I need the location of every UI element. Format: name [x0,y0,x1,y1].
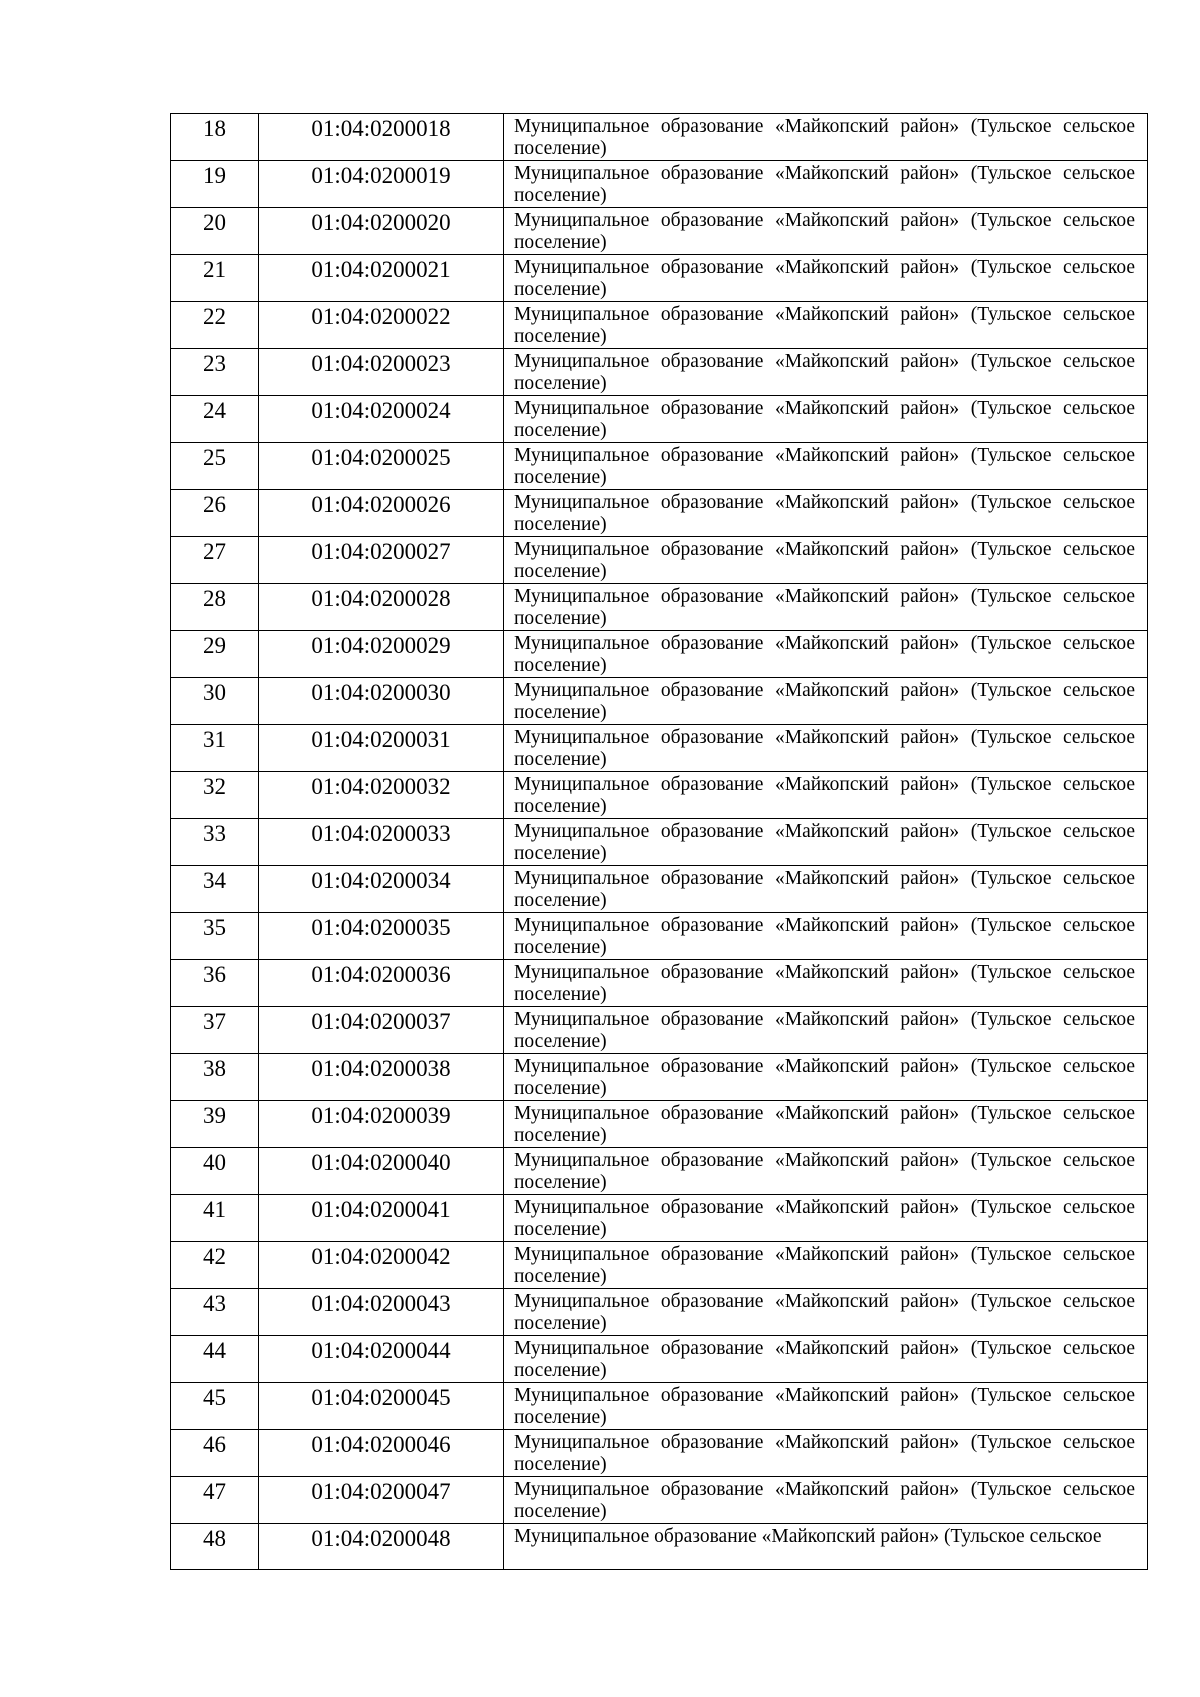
table-row [171,1289,1148,1336]
municipality-cell: Муниципальное образование «Майкопский район» (Тульское сельское поселение) [504,443,1148,490]
row-number-cell: 37 [171,1007,259,1054]
cadastral-code-cell: 01:04:0200029 [259,631,504,678]
municipality-cell: Муниципальное образование «Майкопский район» (Тульское сельское поселение) [504,866,1148,913]
cadastral-code-cell: 01:04:0200028 [259,584,504,631]
table-row [171,584,1148,631]
municipality-cell: Муниципальное образование «Майкопский район» (Тульское сельское поселение) [504,208,1148,255]
row-number-cell: 36 [171,960,259,1007]
cadastral-code-cell: 01:04:0200046 [259,1430,504,1477]
municipality-cell: Муниципальное образование «Майкопский район» (Тульское сельское поселение) [504,960,1148,1007]
row-number-cell: 18 [171,114,259,161]
cadastral-code-cell: 01:04:0200047 [259,1477,504,1524]
cadastral-code-cell: 01:04:0200042 [259,1242,504,1289]
row-number-cell: 31 [171,725,259,772]
cadastral-code-cell: 01:04:0200043 [259,1289,504,1336]
table-row [171,1383,1148,1430]
municipality-cell: Муниципальное образование «Майкопский район» (Тульское сельское поселение) [504,725,1148,772]
cadastral-code-cell: 01:04:0200035 [259,913,504,960]
table-row [171,114,1148,161]
table-row [171,255,1148,302]
municipality-cell: Муниципальное образование «Майкопский район» (Тульское сельское поселение) [504,1477,1148,1524]
municipality-cell: Муниципальное образование «Майкопский район» (Тульское сельское поселение) [504,1289,1148,1336]
cadastral-code-cell: 01:04:0200038 [259,1054,504,1101]
row-number-cell: 39 [171,1101,259,1148]
municipality-cell: Муниципальное образование «Майкопский район» (Тульское сельское поселение) [504,631,1148,678]
row-number-cell: 19 [171,161,259,208]
table-row [171,772,1148,819]
row-number-cell: 42 [171,1242,259,1289]
municipality-cell: Муниципальное образование «Майкопский район» (Тульское сельское поселение) [504,678,1148,725]
row-number-cell: 33 [171,819,259,866]
table-row [171,913,1148,960]
row-number-cell: 38 [171,1054,259,1101]
cadastral-code-cell: 01:04:0200021 [259,255,504,302]
cadastral-code-cell: 01:04:0200027 [259,537,504,584]
table-row [171,161,1148,208]
municipality-cell: Муниципальное образование «Майкопский район» (Тульское сельское поселение) [504,114,1148,161]
municipality-cell: Муниципальное образование «Майкопский район» (Тульское сельское поселение) [504,396,1148,443]
municipality-cell: Муниципальное образование «Майкопский район» (Тульское сельское поселение) [504,1101,1148,1148]
table-row [171,1242,1148,1289]
cadastral-code-cell: 01:04:0200037 [259,1007,504,1054]
table-row [171,396,1148,443]
municipality-cell: Муниципальное образование «Майкопский район» (Тульское сельское поселение) [504,161,1148,208]
row-number-cell: 22 [171,302,259,349]
row-number-cell: 25 [171,443,259,490]
row-number-cell: 41 [171,1195,259,1242]
cadastral-code-cell: 01:04:0200030 [259,678,504,725]
row-number-cell: 23 [171,349,259,396]
cadastral-code-cell: 01:04:0200036 [259,960,504,1007]
table-row [171,1101,1148,1148]
table-row [171,537,1148,584]
table-row [171,960,1148,1007]
cadastral-code-cell: 01:04:0200033 [259,819,504,866]
cadastral-code-cell: 01:04:0200048 [259,1524,504,1570]
row-number-cell: 45 [171,1383,259,1430]
cadastral-code-cell: 01:04:0200019 [259,161,504,208]
municipality-cell: Муниципальное образование «Майкопский район» (Тульское сельское поселение) [504,255,1148,302]
row-number-cell: 34 [171,866,259,913]
municipality-cell: Муниципальное образование «Майкопский район» (Тульское сельское поселение) [504,1054,1148,1101]
cadastral-code-cell: 01:04:0200045 [259,1383,504,1430]
row-number-cell: 26 [171,490,259,537]
municipality-cell: Муниципальное образование «Майкопский район» (Тульское сельское поселение) [504,772,1148,819]
municipality-cell: Муниципальное образование «Майкопский район» (Тульское сельское поселение) [504,302,1148,349]
table-row [171,819,1148,866]
row-number-cell: 48 [171,1524,259,1570]
cadastral-code-cell: 01:04:0200020 [259,208,504,255]
row-number-cell: 30 [171,678,259,725]
row-number-cell: 47 [171,1477,259,1524]
cadastral-code-cell: 01:04:0200024 [259,396,504,443]
cadastral-blocks-table [170,113,1148,1570]
municipality-cell: Муниципальное образование «Майкопский район» (Тульское сельское поселение) [504,349,1148,396]
row-number-cell: 46 [171,1430,259,1477]
table-row [171,725,1148,772]
row-number-cell: 24 [171,396,259,443]
cadastral-code-cell: 01:04:0200039 [259,1101,504,1148]
cadastral-code-cell: 01:04:0200044 [259,1336,504,1383]
table-row [171,490,1148,537]
row-number-cell: 20 [171,208,259,255]
table-row [171,866,1148,913]
municipality-cell: Муниципальное образование «Майкопский район» (Тульское сельское поселение) [504,1195,1148,1242]
municipality-cell: Муниципальное образование «Майкопский район» (Тульское сельское поселение) [504,913,1148,960]
row-number-cell: 40 [171,1148,259,1195]
row-number-cell: 35 [171,913,259,960]
table-row [171,1148,1148,1195]
row-number-cell: 28 [171,584,259,631]
table-row [171,208,1148,255]
row-number-cell: 29 [171,631,259,678]
municipality-cell: Муниципальное образование «Майкопский район» (Тульское сельское [504,1524,1148,1570]
table-row [171,1054,1148,1101]
cadastral-code-cell: 01:04:0200040 [259,1148,504,1195]
cadastral-code-cell: 01:04:0200031 [259,725,504,772]
municipality-cell: Муниципальное образование «Майкопский район» (Тульское сельское поселение) [504,1383,1148,1430]
table-row [171,1524,1148,1570]
table-row [171,349,1148,396]
municipality-cell: Муниципальное образование «Майкопский район» (Тульское сельское поселение) [504,1007,1148,1054]
table-row [171,1336,1148,1383]
row-number-cell: 27 [171,537,259,584]
cadastral-code-cell: 01:04:0200022 [259,302,504,349]
municipality-cell: Муниципальное образование «Майкопский район» (Тульское сельское поселение) [504,490,1148,537]
row-number-cell: 32 [171,772,259,819]
cadastral-code-cell: 01:04:0200032 [259,772,504,819]
municipality-cell: Муниципальное образование «Майкопский район» (Тульское сельское поселение) [504,1430,1148,1477]
table-row [171,678,1148,725]
table-body [171,114,1148,1570]
row-number-cell: 21 [171,255,259,302]
cadastral-code-cell: 01:04:0200041 [259,1195,504,1242]
cadastral-code-cell: 01:04:0200025 [259,443,504,490]
table-row [171,1195,1148,1242]
municipality-cell: Муниципальное образование «Майкопский район» (Тульское сельское поселение) [504,1242,1148,1289]
cadastral-code-cell: 01:04:0200023 [259,349,504,396]
table-row [171,631,1148,678]
cadastral-code-cell: 01:04:0200026 [259,490,504,537]
cadastral-code-cell: 01:04:0200018 [259,114,504,161]
table-row [171,1477,1148,1524]
row-number-cell: 44 [171,1336,259,1383]
table-row [171,443,1148,490]
municipality-cell: Муниципальное образование «Майкопский район» (Тульское сельское поселение) [504,537,1148,584]
cadastral-code-cell: 01:04:0200034 [259,866,504,913]
table-row [171,1430,1148,1477]
municipality-cell: Муниципальное образование «Майкопский район» (Тульское сельское поселение) [504,584,1148,631]
table-row [171,302,1148,349]
municipality-cell: Муниципальное образование «Майкопский район» (Тульское сельское поселение) [504,1336,1148,1383]
row-number-cell: 43 [171,1289,259,1336]
municipality-cell: Муниципальное образование «Майкопский район» (Тульское сельское поселение) [504,1148,1148,1195]
table-row [171,1007,1148,1054]
municipality-cell: Муниципальное образование «Майкопский район» (Тульское сельское поселение) [504,819,1148,866]
